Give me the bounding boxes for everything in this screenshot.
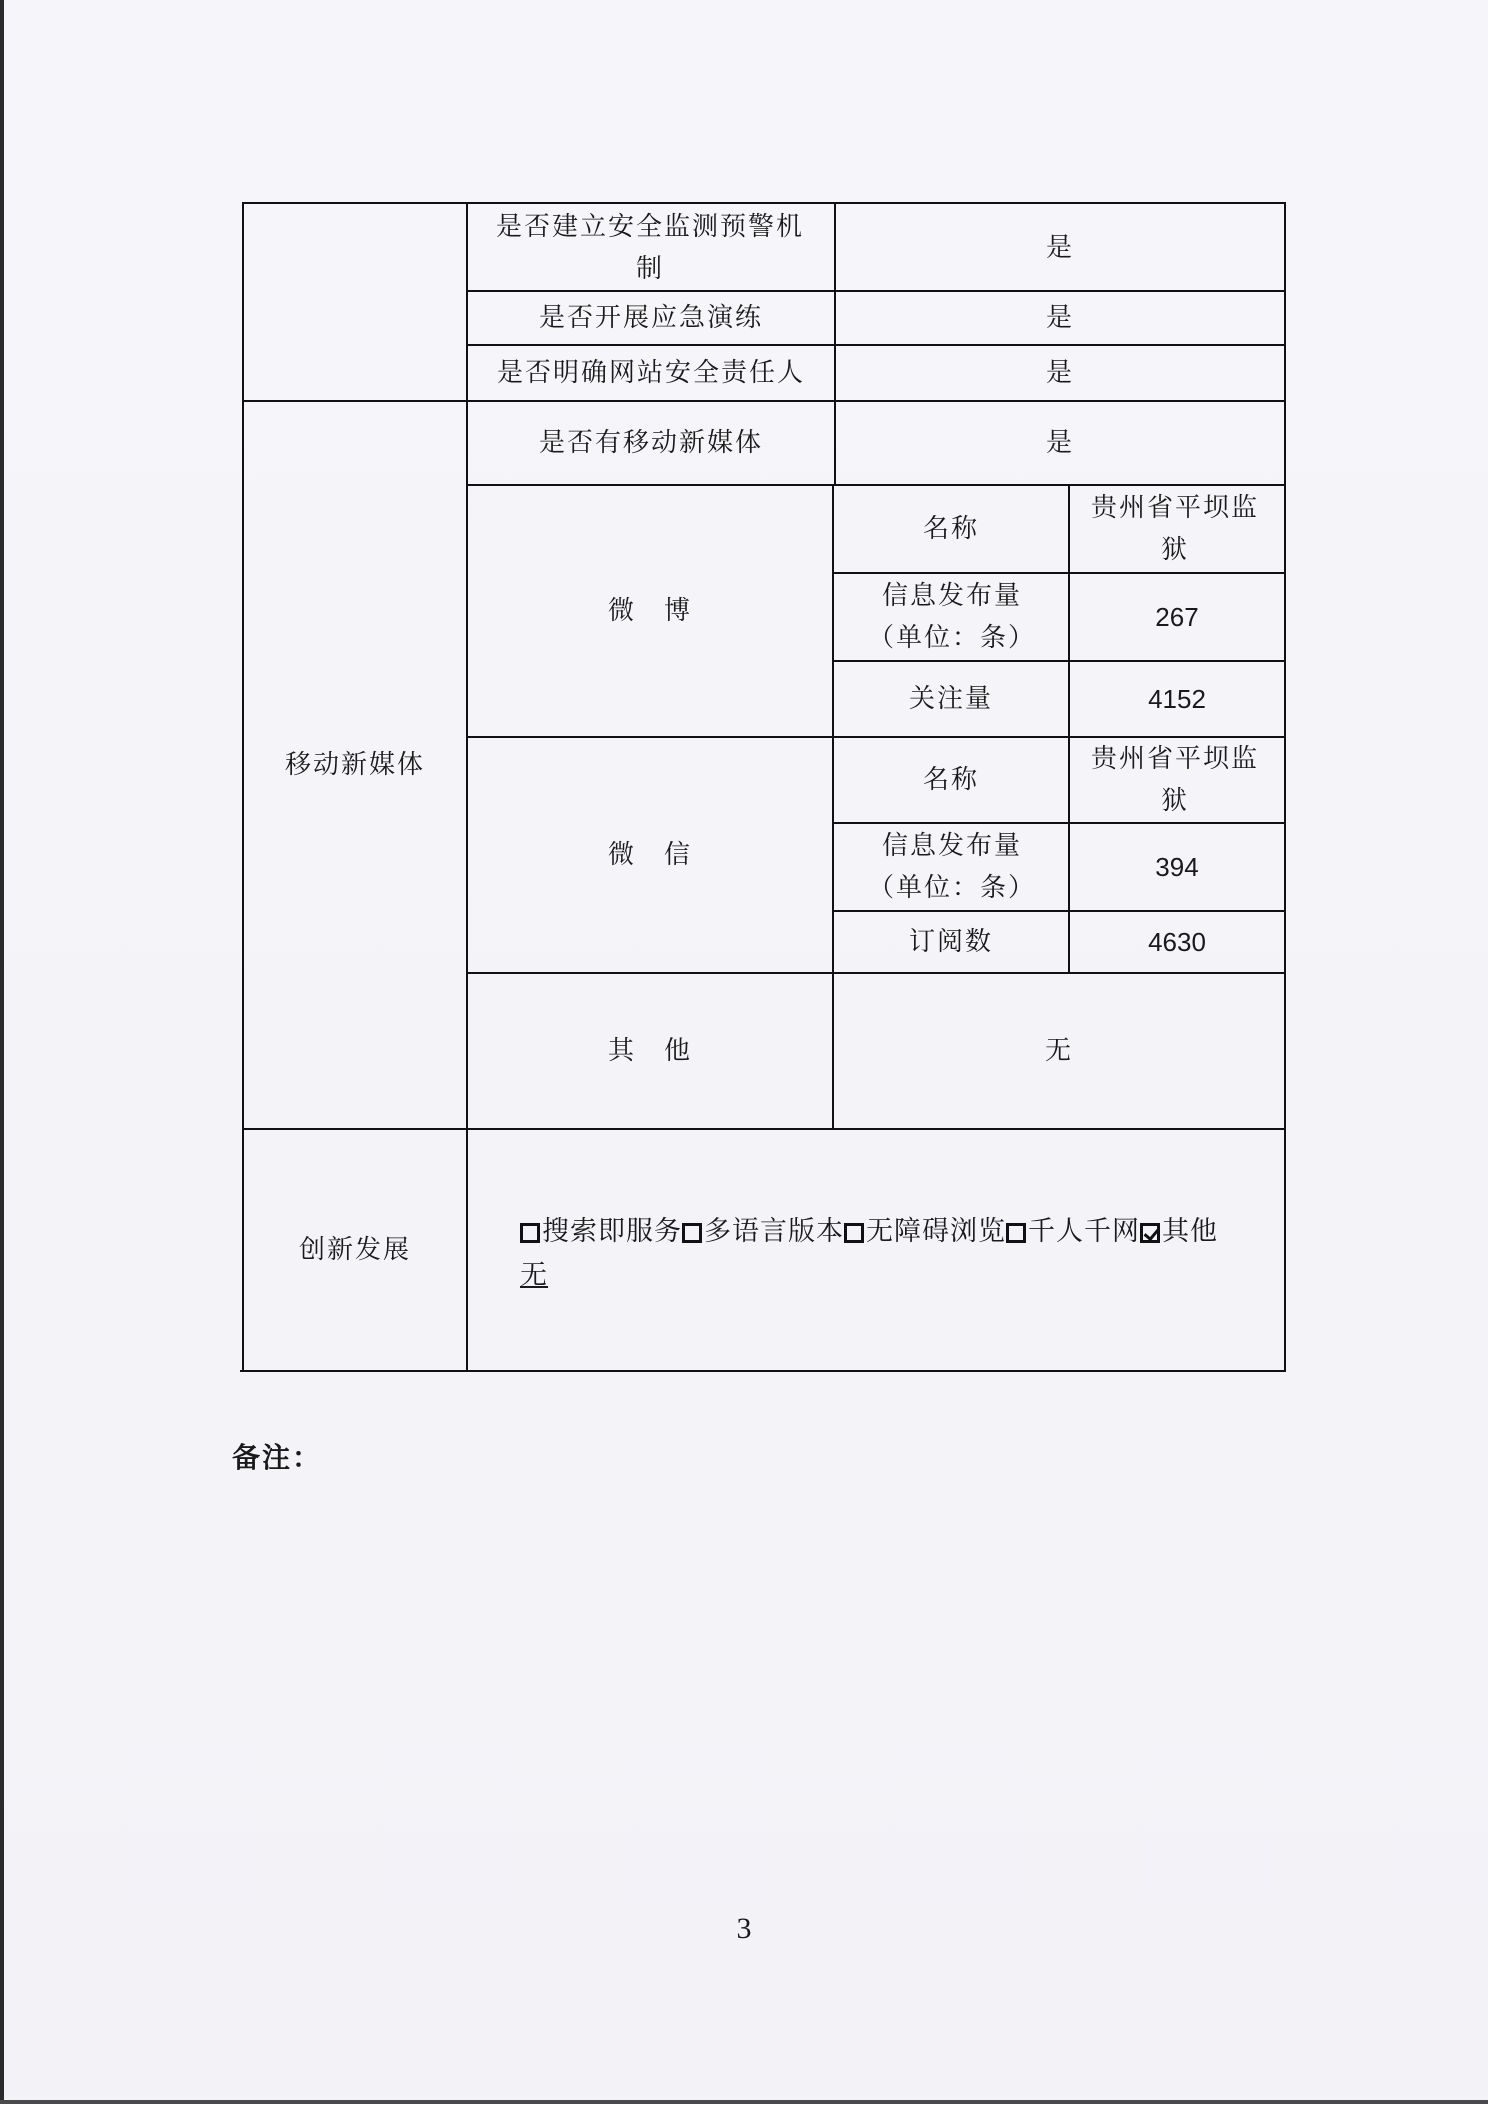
weibo-name-value: 贵州省平坝监狱	[1090, 493, 1259, 565]
page-number: 3	[736, 1912, 752, 1945]
option-personalized[interactable]: 千人千网	[1006, 1216, 1140, 1247]
checkbox-icon[interactable]	[682, 1223, 702, 1243]
option-other[interactable]: 其他	[1140, 1216, 1218, 1247]
option-search-as-service[interactable]: 搜索即服务	[520, 1216, 682, 1247]
weibo-posts-label: 信息发布量（单位：条）	[867, 581, 1036, 653]
monitoring-label: 是否建立安全监测预警机制	[495, 212, 804, 284]
scan-edge-bottom	[0, 2100, 1488, 2104]
weibo-followers-label: 关注量	[908, 684, 993, 714]
monitoring-value: 是	[1045, 233, 1074, 263]
drill-label: 是否开展应急演练	[538, 303, 763, 333]
has-media-value: 是	[1045, 428, 1074, 458]
wechat-label: 微 信	[607, 840, 692, 870]
checkbox-icon[interactable]	[520, 1223, 540, 1243]
checkbox-icon[interactable]	[1006, 1223, 1026, 1243]
innovation-other-text: 无	[520, 1260, 548, 1291]
remark-label: 备注：	[232, 1441, 323, 1474]
wechat-name-value: 贵州省平坝监狱	[1090, 744, 1259, 816]
wechat-subscribers-label: 订阅数	[908, 927, 993, 957]
weibo-label: 微 博	[607, 596, 692, 626]
mobile-media-section-label: 移动新媒体	[284, 750, 425, 780]
scan-edge	[0, 0, 4, 2104]
weibo-name-label: 名称	[922, 514, 979, 544]
drill-value: 是	[1045, 303, 1074, 333]
innovation-section-label: 创新发展	[298, 1235, 411, 1265]
checked-checkbox-icon[interactable]	[1140, 1223, 1160, 1243]
has-media-label: 是否有移动新媒体	[538, 428, 763, 458]
wechat-subscribers-value: 4630	[1148, 927, 1206, 957]
option-multilingual[interactable]: 多语言版本	[682, 1216, 844, 1247]
responsible-value: 是	[1045, 358, 1074, 388]
weibo-posts-value: 267	[1155, 602, 1199, 632]
weibo-followers-value: 4152	[1148, 684, 1206, 714]
checkbox-icon[interactable]	[844, 1223, 864, 1243]
wechat-posts-label: 信息发布量（单位：条）	[867, 831, 1036, 903]
other-media-label: 其 他	[607, 1036, 692, 1066]
innovation-options	[520, 1210, 1280, 1298]
option-accessibility[interactable]: 无障碍浏览	[844, 1216, 1006, 1247]
responsible-label: 是否明确网站安全责任人	[496, 358, 805, 388]
wechat-name-label: 名称	[922, 765, 979, 795]
other-media-value: 无	[1044, 1036, 1073, 1066]
wechat-posts-value: 394	[1155, 852, 1199, 882]
